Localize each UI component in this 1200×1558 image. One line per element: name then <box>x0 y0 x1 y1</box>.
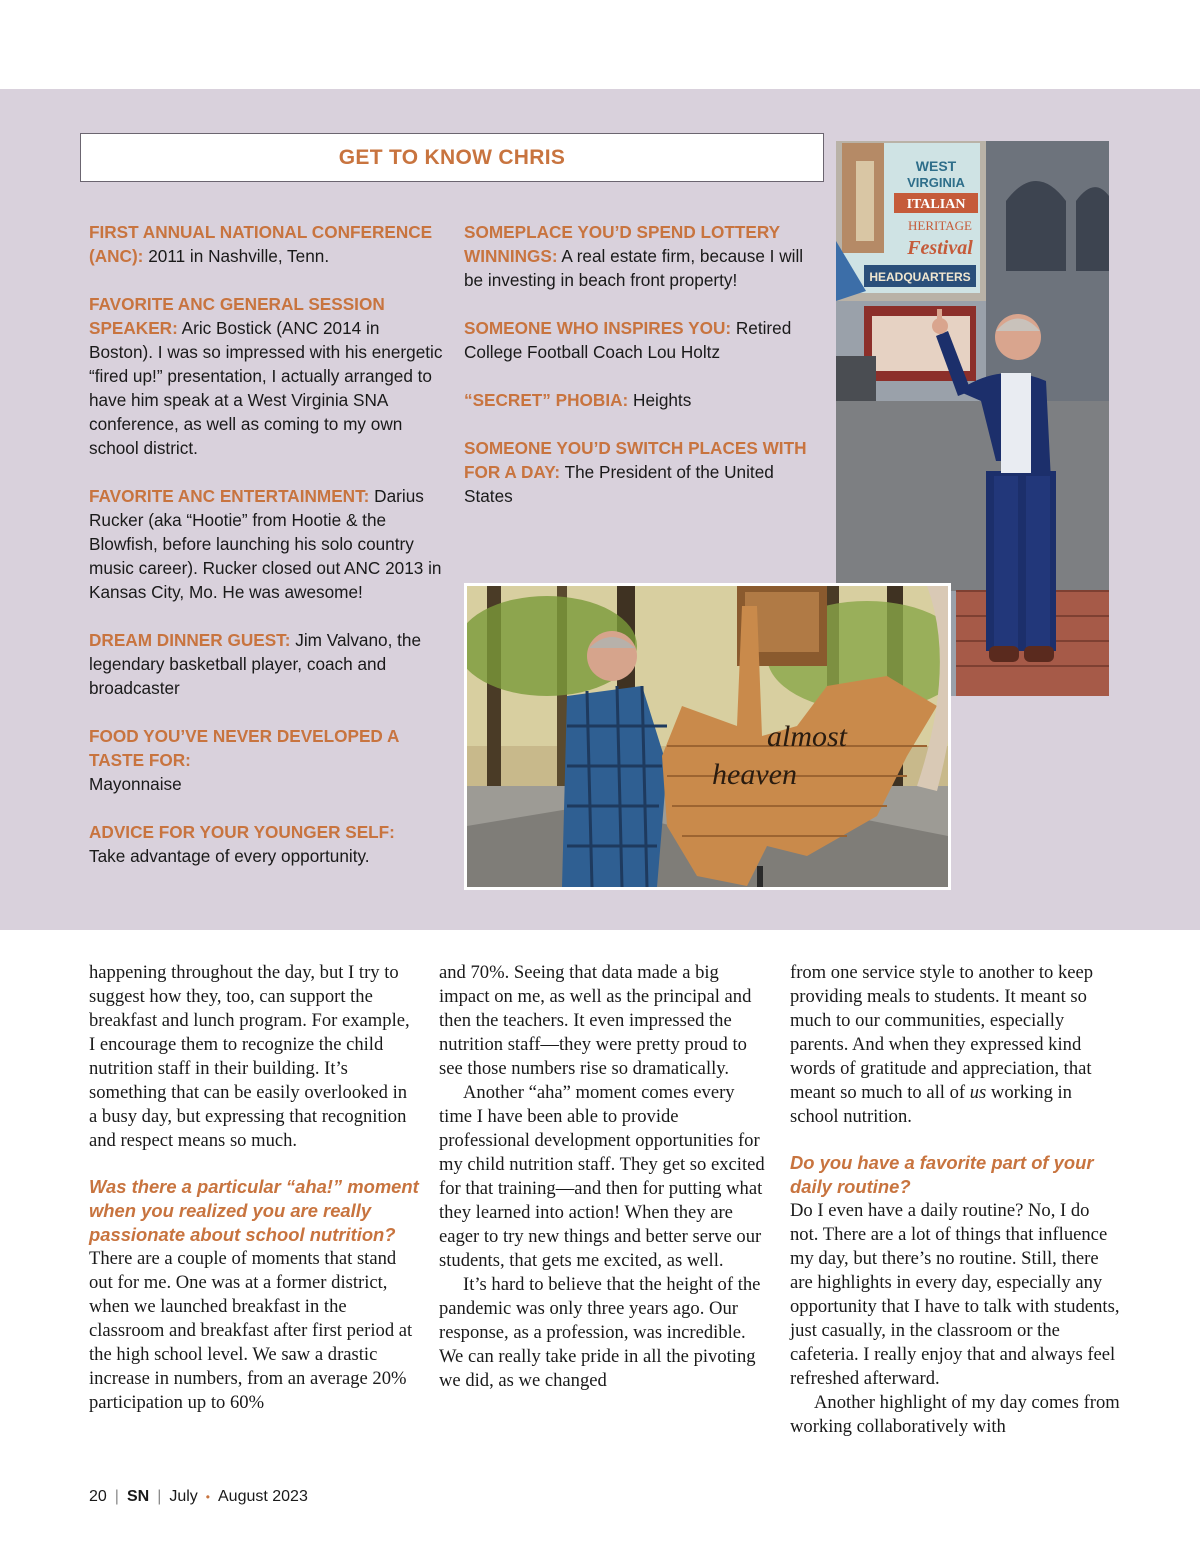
fact-label: DREAM DINNER GUEST: <box>89 630 291 650</box>
fact-label: FIRST ANNUAL NATIONAL CONFERENCE (ANC): <box>89 222 433 266</box>
fact-label: SOMEPLACE YOU’D SPEND LOTTERY WINNINGS: <box>464 222 780 266</box>
paragraph-text: from one service style to another to keep providing meals to students. It meant so much to our communities, especially parents. And when they expressed kind words of gratitude and appreciation, that meant so much to all of <box>790 962 1094 1103</box>
mural-text: HEADQUARTERS <box>869 270 971 284</box>
fact-text: Take advantage of every opportunity. <box>89 846 370 866</box>
fact-item <box>464 388 814 412</box>
photo-almost-heaven-sign <box>464 583 951 890</box>
mural-text: VIRGINIA <box>907 175 965 190</box>
fact-item <box>89 724 409 796</box>
bullet-separator: • <box>205 1490 210 1504</box>
page-number: 20 <box>89 1488 107 1505</box>
mural-text: HERITAGE <box>908 218 972 233</box>
paragraph-text: working in school nutrition. <box>790 1082 1072 1127</box>
fact-text: A real estate firm, because I will be investing in beach front property! <box>464 246 804 290</box>
fact-text: Jim Valvano, the legendary basketball player, coach and broadcaster <box>89 630 422 698</box>
article-paragraph: Another “aha” moment comes every time I have been able to provide professional development opportunities for my child nutrition staff. They get so excited for that training—and then for putting what they learned into action! When they are eager to try new things and better serve our students, that gets me excited, as well. <box>439 1082 765 1271</box>
fact-item <box>89 220 445 268</box>
fact-item <box>464 220 814 292</box>
footer-divider: | <box>157 1488 162 1505</box>
sidebar-title-box <box>80 133 824 182</box>
interview-question: Was there a particular “aha!” moment when you realized you are really passionate about school nutrition? <box>89 1176 419 1245</box>
fact-text: Retired College Football Coach Lou Holtz <box>464 318 792 362</box>
emphasis-text: us <box>969 1082 987 1103</box>
article-paragraph: happening throughout the day, but I try to suggest how they, too, can support the breakfast and lunch program. For example, I encourage them to recognize the child nutrition staff in their building. It’s something that can be easily overlooked in a busy day, but expressing that recognition and respect means so much. <box>89 962 410 1151</box>
sign-text: heaven <box>712 758 797 791</box>
fact-text: Heights <box>628 390 692 410</box>
article-paragraph: There are a couple of moments that stand out for me. One was at a former district, when we launched breakfast in the classroom and breakfast after first period at the high school level. We saw a drastic increase in numbers, from an average 20% participation up to 60% <box>89 1248 413 1413</box>
facts-column-left <box>89 220 445 892</box>
fact-text: Darius Rucker (aka “Hootie” from Hootie & the Blowfish, before launching his solo country music career). Rucker closed out ANC 2013 in Kansas City, Mo. He was awesome! <box>89 486 442 602</box>
fact-label: “SECRET” PHOBIA: <box>464 390 629 410</box>
fact-label: FOOD YOU’VE NEVER DEVELOPED A TASTE FOR: <box>89 726 399 770</box>
article-column-1 <box>89 961 419 1415</box>
fact-label: FAVORITE ANC ENTERTAINMENT: <box>89 486 370 506</box>
article-paragraph: and 70%. Seeing that data made a big impact on me, as well as the principal and then the teachers. It even impressed the nutrition staff—they were pretty proud to see those numbers rise so dramatically. <box>439 962 752 1079</box>
article-paragraph: Another highlight of my day comes from working collaboratively with <box>790 1392 1120 1437</box>
footer-divider: | <box>114 1488 119 1505</box>
sign-text: almost <box>767 720 848 753</box>
fact-item <box>89 628 445 700</box>
fact-label: ADVICE FOR YOUR YOUNGER SELF: <box>89 822 395 842</box>
article-column-3 <box>790 961 1120 1439</box>
mural-text: Festival <box>907 237 973 259</box>
mural-text: WEST <box>915 158 957 174</box>
magazine-name: SN <box>126 1488 150 1505</box>
issue-month: July <box>169 1488 198 1505</box>
fact-label: SOMEONE YOU’D SWITCH PLACES WITH FOR A DAY: <box>464 438 807 482</box>
article-column-2 <box>439 961 769 1393</box>
fact-item <box>464 316 814 364</box>
article-paragraph <box>790 961 1120 1129</box>
article-paragraph: Do I even have a daily routine? No, I do not. There are a lot of things that influence my day, but there’s no routine. Still, there are highlights in every day, especially any opportunity that I have to talk with students, just casually, in the classroom or the cafeteria. I really enjoy that and always feel refreshed afterward. <box>790 1200 1120 1389</box>
fact-item <box>464 436 814 508</box>
sidebar-title: GET TO KNOW CHRIS <box>338 145 566 169</box>
fact-text: Aric Bostick (ANC 2014 in Boston). I was so impressed with his energetic “fired up!” presentation, I actually arranged to have him speak at a West Virginia SNA conference, as well as coming to my own school district. <box>89 318 443 458</box>
fact-text: The President of the United States <box>464 462 774 506</box>
issue-date: August 2023 <box>218 1488 308 1505</box>
interview-question: Do you have a favorite part of your daily routine? <box>790 1152 1094 1197</box>
fact-text: Mayonnaise <box>89 774 182 794</box>
fact-item <box>89 484 445 604</box>
fact-item <box>89 820 409 868</box>
fact-text: 2011 in Nashville, Tenn. <box>143 246 330 266</box>
page-footer <box>89 1488 308 1506</box>
facts-column-right <box>464 220 814 532</box>
article-paragraph: It’s hard to believe that the height of the pandemic was only three years ago. Our response, as a profession, was incredible. We can really take pride in all the pivoting we did, as we changed <box>439 1274 761 1391</box>
fact-item <box>89 292 445 460</box>
mural-text: ITALIAN <box>906 197 966 212</box>
fact-label: SOMEONE WHO INSPIRES YOU: <box>464 318 732 338</box>
fact-label: FAVORITE ANC GENERAL SESSION SPEAKER: <box>89 294 385 338</box>
